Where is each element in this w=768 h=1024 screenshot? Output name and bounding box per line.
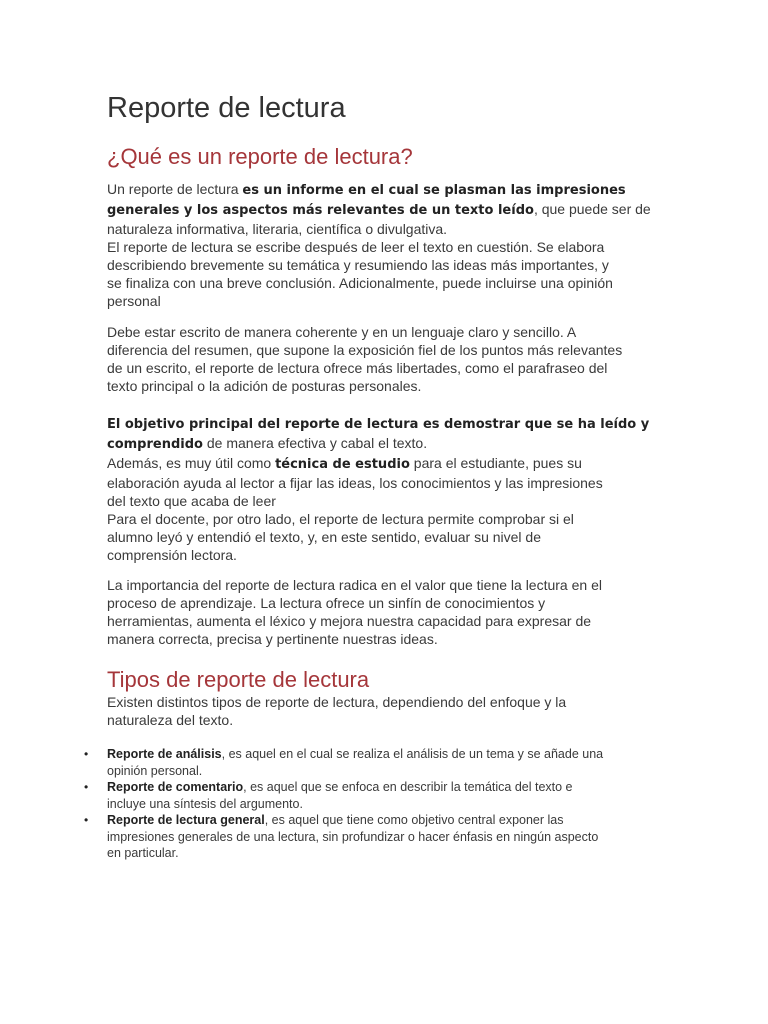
paragraph-importancia (107, 576, 667, 648)
bold-text: Reporte de análisis (107, 747, 222, 761)
text-line: Reporte de análisis, es aquel en el cual se realiza el análisis de un tema y se añade una (107, 747, 604, 761)
text-line: proceso de aprendizaje. La lectura ofrece un sinfín de conocimientos y (107, 595, 546, 611)
bold-text: Reporte de comentario (107, 780, 244, 794)
section-heading-tipos: Tipos de reporte de lectura (107, 667, 370, 692)
text-line: Reporte de lectura general, es aquel que tiene como objetivo central exponer las (107, 813, 564, 827)
text-line: opinión personal. (107, 763, 203, 778)
text-line: Además, es muy útil como técnica de estudio para el estudiante, pues su (107, 455, 582, 472)
text-line: personal (107, 293, 161, 309)
list-item (84, 746, 667, 779)
bold-text: Reporte de lectura general (107, 813, 265, 827)
text-line: elaboración ayuda al lector a fijar las ideas, los conocimientos y las impresiones (107, 475, 603, 491)
bullet-icon: • (84, 813, 89, 827)
text-line: naturaleza informativa, literaria, científica o divulgativa. (107, 221, 448, 237)
text-line (107, 414, 667, 434)
text-line: comprendido de manera efectiva y cabal el texto. (107, 435, 428, 452)
text-line: Un reporte de lectura es un informe en el cual se plasman las impresiones (107, 181, 626, 198)
bold-text: comprendido (107, 437, 203, 452)
bold-text: es un informe en el cual se plasman las impresiones (242, 183, 626, 198)
list-item (84, 812, 667, 862)
bold-text: generales y los aspectos más relevantes de un texto leído (107, 203, 534, 218)
text-line: manera correcta, precisa y pertinente nuestras ideas. (107, 631, 438, 647)
text-line: se finaliza con una breve conclusión. Adicionalmente, puede incluirse una opinión (107, 275, 613, 291)
text-line: Para el docente, por otro lado, el reporte de lectura permite comprobar si el (107, 511, 574, 527)
text-line: El reporte de lectura se escribe después de leer el texto en cuestión. Se elabora (107, 239, 605, 255)
text-line: incluye una síntesis del argumento. (107, 796, 303, 811)
text-line: texto principal o la adición de posturas personales. (107, 378, 422, 394)
text-line: diferencia del resumen, que supone la exposición fiel de los puntos más relevantes (107, 342, 623, 358)
text-line: describiendo brevemente su temática y resumiendo las ideas más importantes, y (107, 257, 609, 273)
text-line: comprensión lectora. (107, 547, 237, 563)
text-line: naturaleza del texto. (107, 712, 234, 728)
paragraph-coherencia (107, 323, 667, 395)
text-line: en particular. (107, 846, 179, 860)
list-item (84, 779, 667, 812)
text-line: de un escrito, el reporte de lectura ofrece más libertades, como el parafraseo del (107, 360, 608, 376)
paragraph-tipos-intro (107, 693, 667, 729)
text-line: Existen distintos tipos de reporte de lectura, dependiendo del enfoque y la (107, 694, 567, 710)
text-line: La importancia del reporte de lectura radica en el valor que tiene la lectura en el (107, 577, 602, 593)
text-line: herramientas, aumenta el léxico y mejora nuestra capacidad para expresar de (107, 613, 592, 629)
bold-text: El objetivo principal del reporte de lectura es demostrar que se ha leído y (107, 417, 650, 432)
types-list (84, 746, 667, 862)
text-line: generales y los aspectos más relevantes de un texto leído, que puede ser de (107, 201, 651, 218)
text-line: Debe estar escrito de manera coherente y en un lenguaje claro y sencillo. A (107, 324, 577, 340)
text-line: del texto que acaba de leer (107, 493, 276, 509)
text-line: alumno leyó y entendió el texto, y, en este sentido, evaluar su nivel de (107, 529, 542, 545)
text-line: impresiones generales de una lectura, sin profundizar o hacer énfasis en ningún aspecto (107, 829, 599, 844)
paragraph-definition (107, 180, 667, 310)
bullet-icon: • (84, 780, 89, 794)
page-title: Reporte de lectura (107, 92, 346, 124)
section-heading-que-es: ¿Qué es un reporte de lectura? (107, 144, 413, 169)
paragraph-objetivo (107, 414, 667, 564)
bold-text: técnica de estudio (275, 457, 410, 472)
text-line: Reporte de comentario, es aquel que se enfoca en describir la temática del texto e (107, 780, 573, 794)
bullet-icon: • (84, 747, 89, 761)
